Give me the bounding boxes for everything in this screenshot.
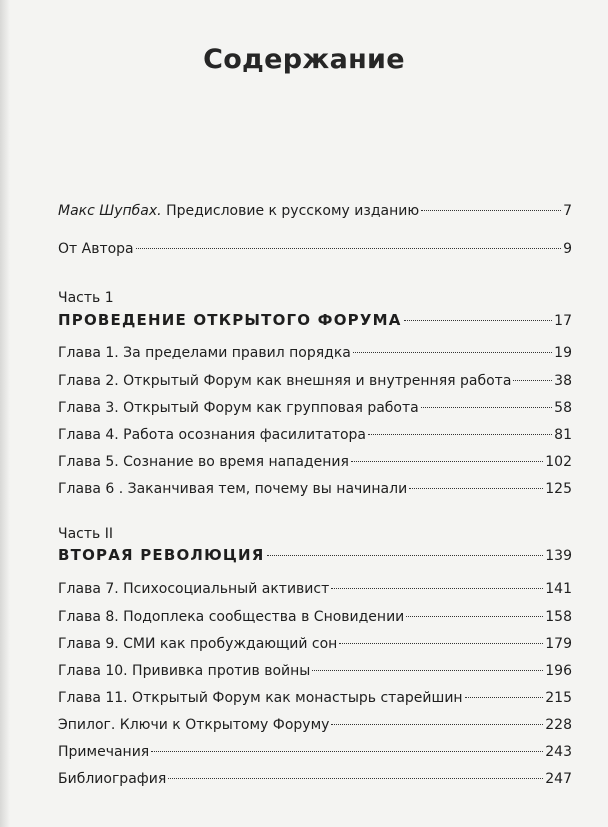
entry-page: 9 xyxy=(563,241,572,257)
leader-dots xyxy=(368,434,552,435)
entry-page: 102 xyxy=(545,454,572,470)
leader-dots xyxy=(168,778,543,779)
toc-entry-part-1[interactable] xyxy=(58,311,572,330)
entry-title: Глава 6 . Заканчивая тем, почему вы начинали xyxy=(58,481,408,497)
part-heading: ВТОРАЯ РЕВОЛЮЦИЯ xyxy=(58,546,265,564)
leader-dots xyxy=(312,670,543,671)
entry-title: Предисловие к русскому изданию xyxy=(161,203,420,219)
entry-title: Глава 11. Открытый Форум как монастырь старейшин xyxy=(58,690,463,706)
entry-title: Глава 2. Открытый Форум как внешняя и внутренняя работа xyxy=(58,373,512,389)
leader-dots xyxy=(353,352,552,353)
toc-entry-from-author[interactable] xyxy=(58,240,572,258)
entry-title: Глава 7. Психосоциальный активист xyxy=(58,581,330,597)
entry-page: 139 xyxy=(545,548,572,564)
entry-title: Глава 4. Работа осознания фасилитатора xyxy=(58,427,366,443)
part-1-label: Часть 1 xyxy=(58,290,114,306)
toc-entry-preface[interactable] xyxy=(58,202,572,220)
entry-page: 19 xyxy=(554,345,572,361)
toc-entry-chapter-5[interactable] xyxy=(58,453,572,471)
entry-title: Глава 3. Открытый Форум как групповая работа xyxy=(58,400,419,416)
toc-entry-chapter-4[interactable] xyxy=(58,426,572,444)
entry-title: Библиография xyxy=(58,771,167,787)
entry-title: Примечания xyxy=(58,744,150,760)
entry-page: 141 xyxy=(545,581,572,597)
entry-page: 125 xyxy=(545,481,572,497)
toc-entry-chapter-8[interactable] xyxy=(58,608,572,626)
leader-dots xyxy=(136,248,561,249)
toc-entry-chapter-7[interactable] xyxy=(58,580,572,598)
leader-dots xyxy=(421,210,561,211)
toc-entry-chapter-3[interactable] xyxy=(58,399,572,417)
entry-title: Глава 1. За пределами правил порядка xyxy=(58,345,351,361)
page-title: Содержание xyxy=(203,44,405,75)
entry-title: Эпилог. Ключи к Открытому Форуму xyxy=(58,717,330,733)
toc-entry-chapter-1[interactable] xyxy=(58,344,572,362)
leader-dots xyxy=(267,555,544,556)
leader-dots xyxy=(331,724,543,725)
leader-dots xyxy=(465,697,544,698)
entry-page: 196 xyxy=(545,663,572,679)
leader-dots xyxy=(406,616,543,617)
entry-title: Глава 9. СМИ как пробуждающий сон xyxy=(58,636,338,652)
entry-page: 228 xyxy=(545,717,572,733)
leader-dots xyxy=(151,751,543,752)
toc-entry-chapter-11[interactable] xyxy=(58,689,572,707)
toc-entry-chapter-10[interactable] xyxy=(58,662,572,680)
entry-page: 17 xyxy=(554,313,572,329)
entry-page: 243 xyxy=(545,744,572,760)
entry-page: 81 xyxy=(554,427,572,443)
entry-page: 7 xyxy=(563,203,572,219)
entry-page: 247 xyxy=(545,771,572,787)
entry-author: Макс Шупбах. xyxy=(58,203,162,219)
leader-dots xyxy=(331,588,543,589)
entry-page: 58 xyxy=(554,400,572,416)
toc-entry-part-2[interactable] xyxy=(58,546,572,565)
entry-title: Глава 8. Подоплека сообщества в Сновидении xyxy=(58,609,405,625)
entry-page: 38 xyxy=(554,373,572,389)
page-edge-shadow xyxy=(0,0,10,827)
toc-entry-chapter-9[interactable] xyxy=(58,635,572,653)
leader-dots xyxy=(513,380,552,381)
toc-entry-epilogue[interactable] xyxy=(58,716,572,734)
entry-title: Глава 5. Сознание во время нападения xyxy=(58,454,349,470)
part-heading: ПРОВЕДЕНИЕ ОТКРЫТОГО ФОРУМА xyxy=(58,311,402,329)
entry-page: 179 xyxy=(545,636,572,652)
entry-page: 158 xyxy=(545,609,572,625)
toc-entry-chapter-6[interactable] xyxy=(58,480,572,498)
toc-entry-bibliography[interactable] xyxy=(58,770,572,788)
leader-dots xyxy=(421,407,552,408)
toc-entry-notes[interactable] xyxy=(58,743,572,761)
leader-dots xyxy=(404,320,553,321)
leader-dots xyxy=(339,643,543,644)
leader-dots xyxy=(409,488,543,489)
leader-dots xyxy=(351,461,543,462)
entry-page: 215 xyxy=(545,690,572,706)
entry-title: От Автора xyxy=(58,241,134,257)
part-2-label: Часть II xyxy=(58,526,113,542)
toc-entry-chapter-2[interactable] xyxy=(58,372,572,390)
entry-title: Глава 10. Прививка против войны xyxy=(58,663,311,679)
